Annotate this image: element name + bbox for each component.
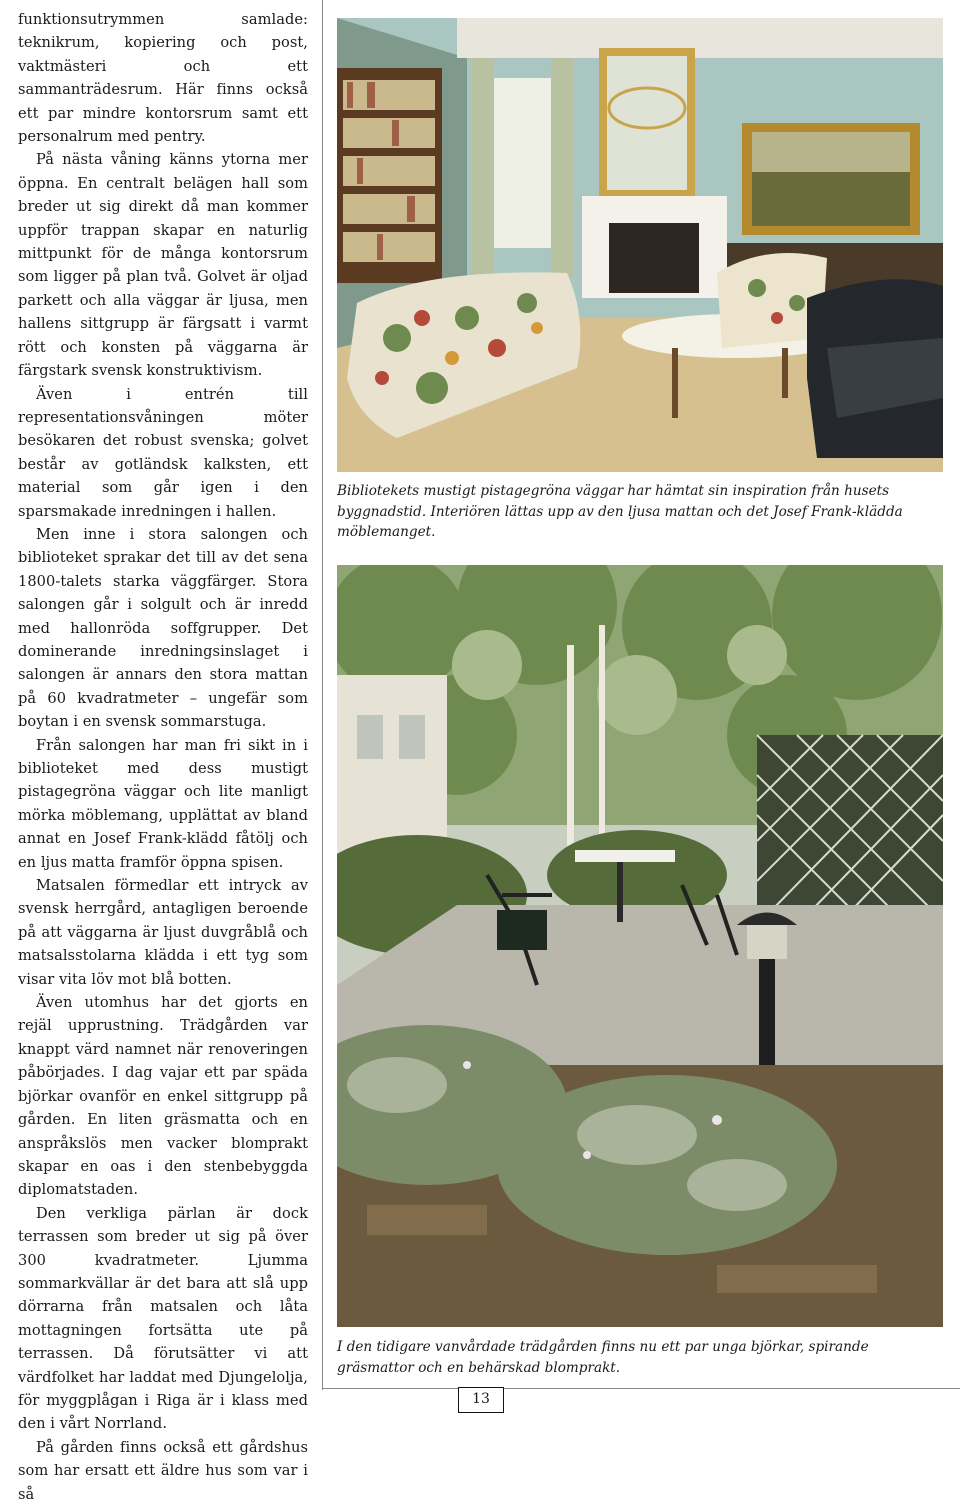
paragraph: Från salongen har man fri sikt in i biblioteket med dess mustigt pistagegröna väggar och lite manligt mörka möblemang, upplättat av bland annat en Josef Frank-klädd fåtölj och en ljus matta framför öppna spisen. [18,736,308,871]
garden-photo [337,565,943,1327]
paragraph: Matsalen förmedlar ett intryck av svensk herrgård, antagligen beroende på att väggarna är ljust duvgråblå och matsalsstolarna klädda i ett tyg som visar vita löv mot blå botten. [18,877,308,988]
footer-rule [322,1388,960,1389]
page-number: 13 [458,1387,504,1413]
paragraph: På nästa våning känns ytorna mer öppna. En centralt belägen hall som breder ut sig direkt då man kommer uppför trappan skapar en naturlig mittpunkt för de många kontorsrum som ligger på plan två. Golvet är oljad parkett och alla väggar är ljusa, men hallens sittgrupp är färgsatt i varmt rött och konsten på väggarna är färgstark svensk konstruktivism. [18,151,308,380]
paragraph: Men inne i stora salongen och biblioteket sprakar det till av det sena 1800-talets starka väggfärger. Stora salongen går i solgult och är inredd med hallonröda soffgrupper. Det dominerande inredningsinslaget i salongen är annars den stora mattan på 60 kvadratmeter – ungefär som boytan i en svensk sommarstuga. [18,525,308,731]
column-divider [322,0,323,1390]
garden-photo-caption: I den tidigare vanvårdade trädgården finns nu ett par unga björkar, spirande gräsmattor och en behärskad blomprakt. [337,1339,869,1376]
paragraph: funktionsutrymmen samlade: teknikrum, kopiering och post, vaktmästeri och ett sammanträdesrum. Här finns också ett par mindre kontorsrum samt ett personalrum med pentry. [18,11,308,146]
paragraph: Den verkliga pärlan är dock terrassen som breder ut sig på över 300 kvadratmeter. Ljumma sommarkvällar är det bara att slå upp dörrarna från matsalen och låta mottagningen fortsätta ute på terrassen. Då förutsätter vi att värdfolket har laddat med Djungelolja, för myggplågan i Riga är i klass med den i vårt Norrland. [18,1204,308,1433]
paragraph: På gården finns också ett gårdshus som har ersatt ett äldre hus som var i så [18,1438,308,1503]
library-photo [337,18,943,472]
paragraph: Även i entrén till representationsvåningen möter besökaren det robust svenska; golvet består av gotländsk kalksten, ett material som går igen i den sparsmakade inredningen i hallen. [18,385,308,520]
paragraph: Även utomhus har det gjorts en rejäl upprustning. Trädgården var knappt värd namnet när renoveringen påbörjades. I dag vajar ett par späda björkar ovanför en enkel sittgrupp på gården. En liten gräsmatta och en anspråkslös men vacker blomprakt skapar en oas i den stenbebyggda diplomatstaden. [18,994,308,1199]
library-photo-caption: Bibliotekets mustigt pistagegröna väggar har hämtat sin inspiration från husets byggnadstid. Interiören lättas upp av den ljusa mattan och det Josef Frank-klädda möblemanget. [337,483,903,540]
article-body [18,8,308,1506]
